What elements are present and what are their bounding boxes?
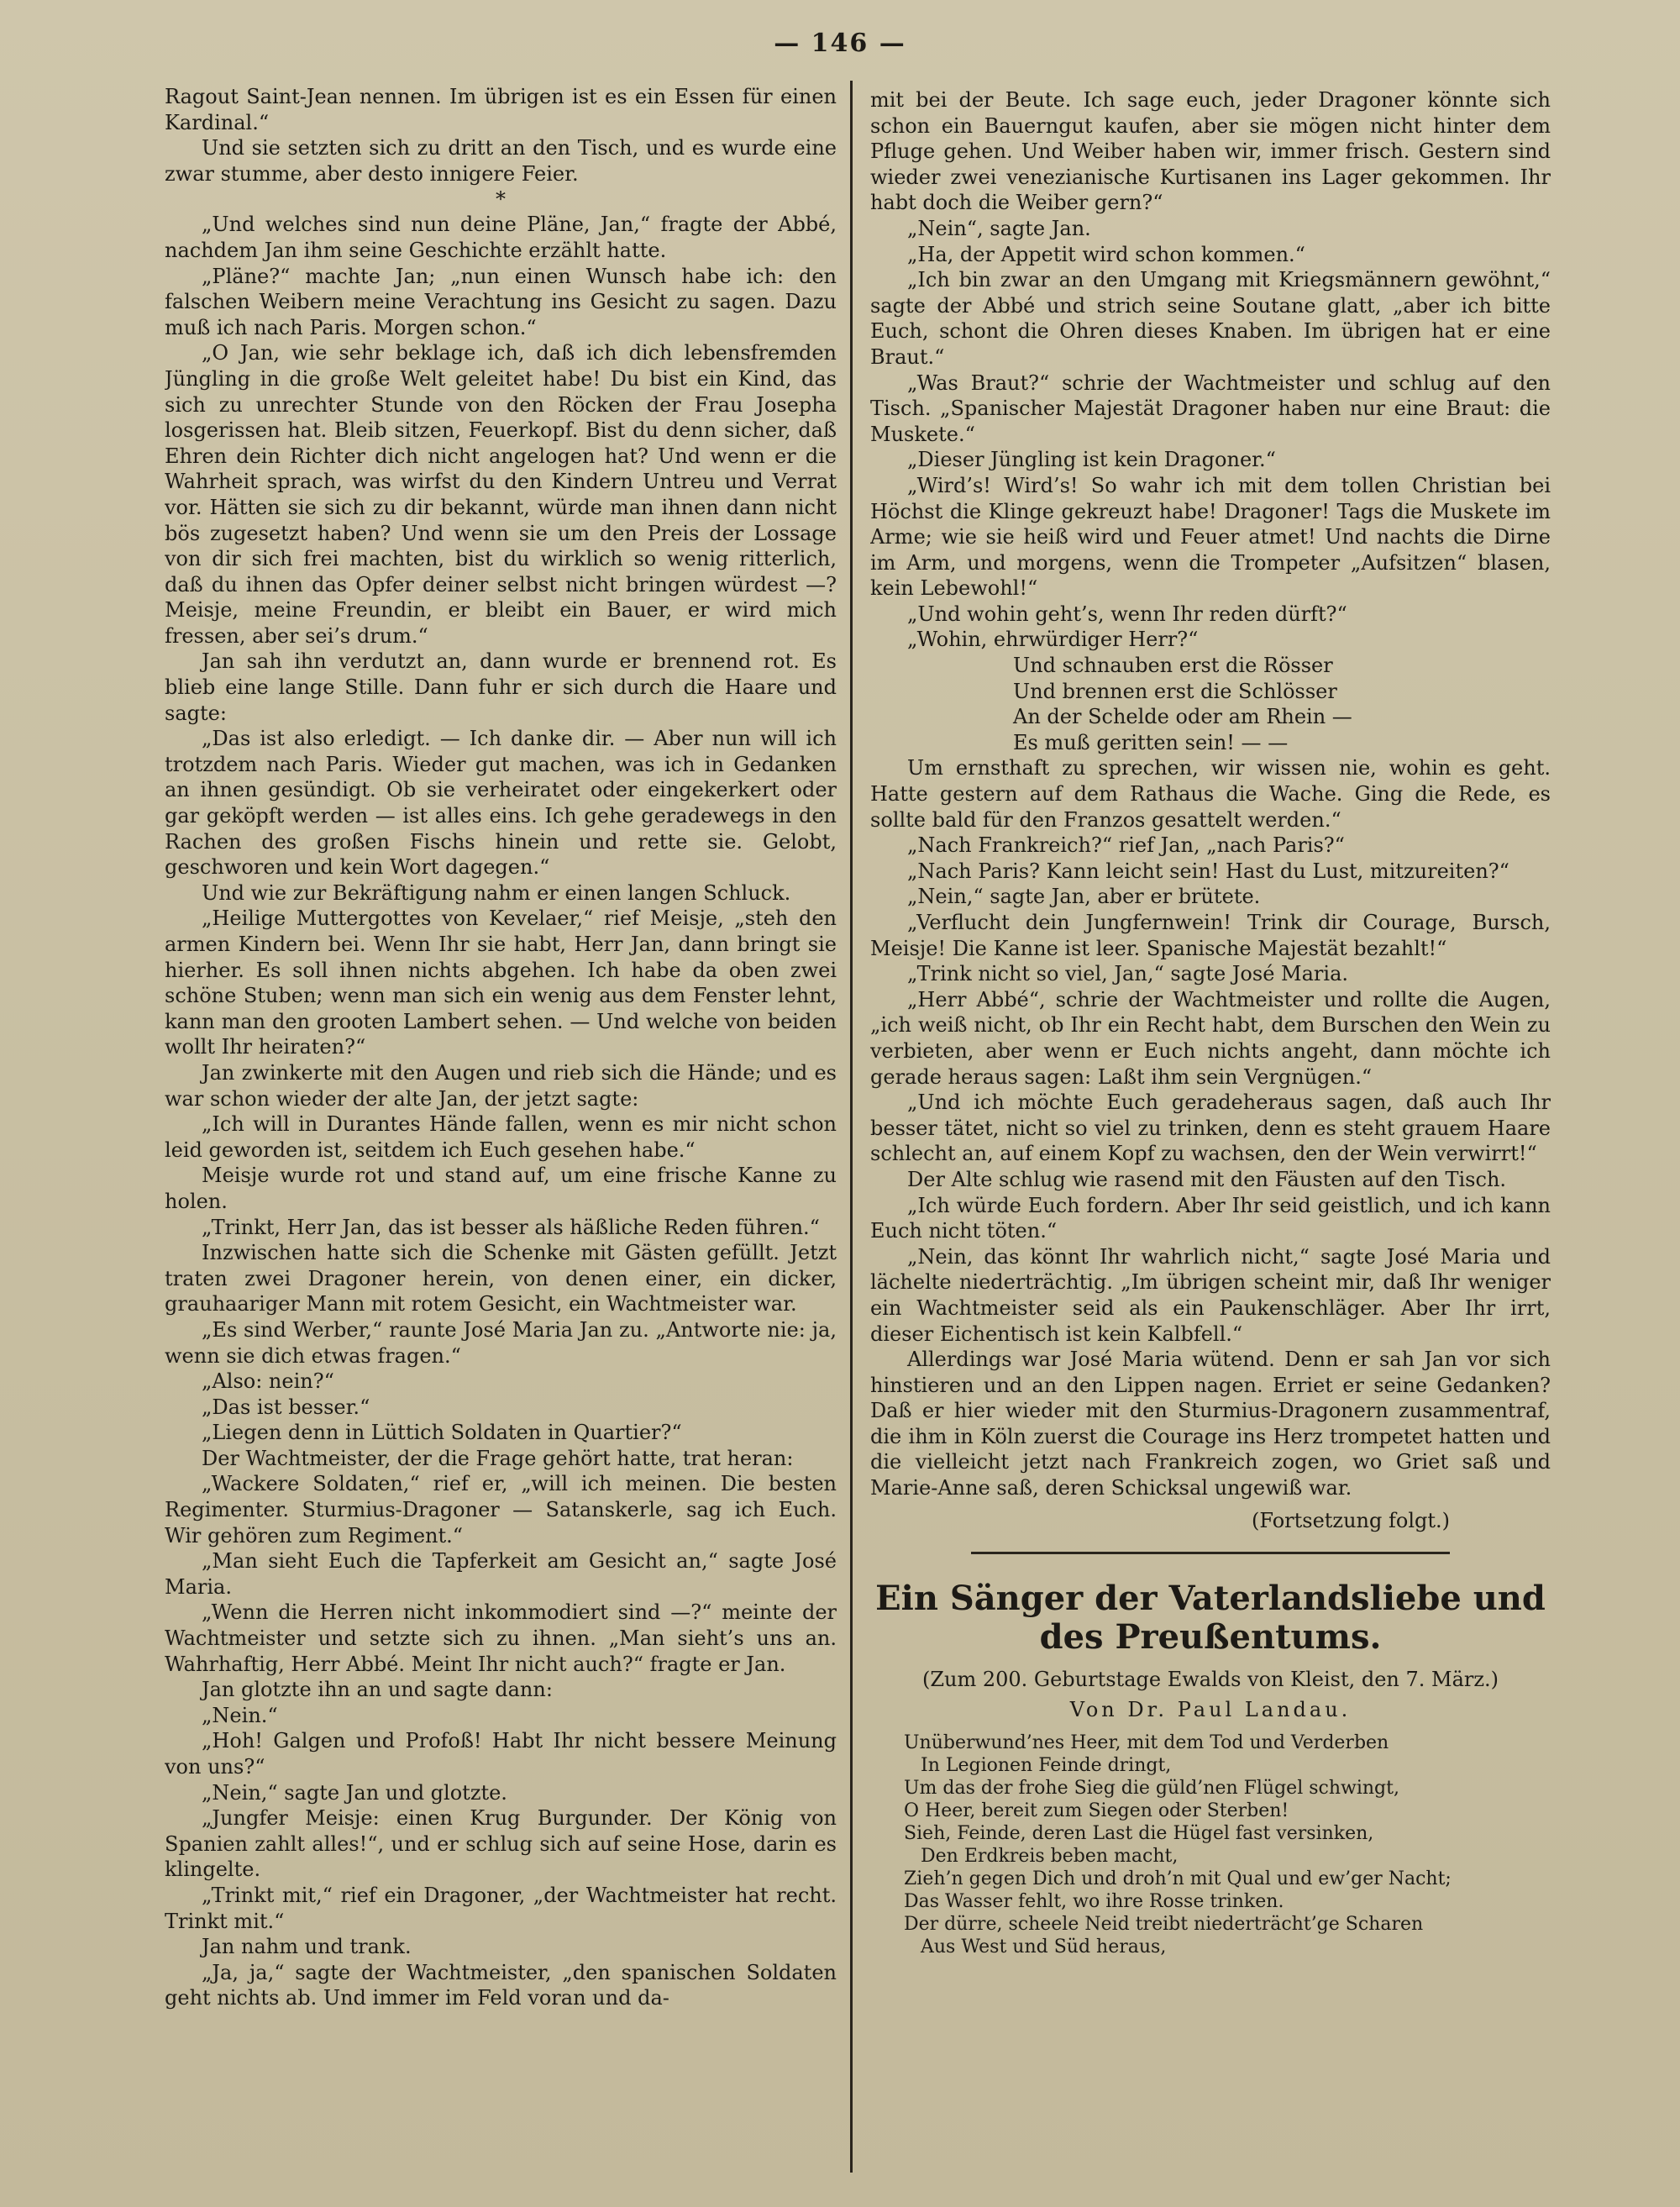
verse-line: An der Schelde oder am Rhein — [1013,705,1352,729]
poem-line: In Legionen Feinde dringt, [921,1754,1172,1776]
paragraph: „Man sieht Euch die Tapferkeit am Gesicht an,“ sagte José Maria. [165,1549,837,1599]
verse-line: Und schnauben erst die Rösser [1013,654,1333,678]
paragraph: „Herr Abbé“, schrie der Wachtmeister und rollte die Augen, „ich weiß nicht, ob Ihr ein Recht habt, dem Burschen den Wein zu verbieten, aber wenn er Euch nichts angeht, dann möchte ich gerade heraus sagen: Laßt ihm sein Vergnügen.“ [870,987,1551,1089]
paragraph: „Wackere Soldaten,“ rief er, „will ich meinen. Die besten Regimenter. Sturmius-Dragoner — Satanskerle, sag ich Euch. Wir gehören zum Regiment.“ [165,1472,837,1548]
paragraph: Der Wachtmeister, der die Frage gehört hatte, trat heran: [202,1446,794,1470]
paragraph: „Heilige Muttergottes von Kevelaer,“ rief Meisje, „steh den armen Kindern bei. Wenn Ihr sie habt, Herr Jan, dann bringt sie hierher. Es soll ihnen nichts abgehen. Ich habe da oben zwei schöne Stuben; wenn man sich ein wenig aus dem Fenster lehnt, kann man den grooten Lambert sehen. — Und welche von beiden wollt Ihr heiraten?“ [165,906,837,1059]
paragraph: „Ich will in Durantes Hände fallen, wenn es mir nicht schon leid geworden ist, seitdem ich Euch gesehen habe.“ [165,1112,837,1162]
paragraph: „Verflucht dein Jungfernwein! Trink dir Courage, Bursch, Meisje! Die Kanne ist leer. Spanische Majestät bezahlt!“ [870,911,1551,960]
page-number: — 146 — [774,29,906,58]
poem-line: Den Erdkreis beben macht, [921,1845,1179,1867]
paragraph: „Es sind Werber,“ raunte José Maria Jan zu. „Antworte nie: ja, wenn sie dich etwas fragen.“ [165,1317,837,1368]
paragraph: „Nach Frankreich?“ rief Jan, „nach Paris?“ [907,833,1345,858]
paragraph: Jan zwinkerte mit den Augen und rieb sich die Hände; und es war schon wieder der alte Jan, der jetzt sagte: [165,1060,837,1111]
poem-line: Aus West und Süd heraus, [921,1936,1167,1957]
paragraph: „Ja, ja,“ sagte der Wachtmeister, „den spanischen Soldaten geht nichts ab. Und immer im Feld voran und da- [165,1960,837,2010]
paragraph: „Trink nicht so viel, Jan,“ sagte José Maria. [907,962,1348,986]
paragraph: „Wenn die Herren nicht inkommodiert sind —?“ meinte der Wachtmeister und setzte sich zu ihnen. „Man sieht’s uns an. Wahrhaftig, Herr Abbé. Meint Ihr nicht auch?“ fragte er Jan. [165,1600,837,1676]
paragraph: Und wie zur Bekräftigung nahm er einen langen Schluck. [202,880,791,905]
paragraph: „Dieser Jüngling ist kein Dragoner.“ [907,448,1276,472]
paragraph: „Liegen denn in Lüttich Soldaten in Quartier?“ [202,1421,682,1445]
paragraph: „Ich bin zwar an den Umgang mit Kriegsmännern gewöhnt,“ sagte der Abbé und strich seine Soutane glatt, „aber ich bitte Euch, schont die Ohren dieses Knaben. Im übrigen hat er eine Braut.“ [870,268,1551,369]
paragraph: „Ha, der Appetit wird schon kommen.“ [907,242,1305,266]
paragraph: Und sie setzten sich zu dritt an den Tisch, und es wurde eine zwar stumme, aber desto innigere Feier. [165,136,837,186]
byline: Von Dr. Paul Landau. [1069,1698,1352,1722]
article-title: Ein Sänger der Vaterlandsliebe und des Preußentums. [875,1579,1546,1658]
paragraph: „Wohin, ehrwürdiger Herr?“ [907,628,1199,652]
paragraph: „Jungfer Meisje: einen Krug Burgunder. Der König von Spanien zahlt alles!“, und er schlug sich auf seine Hose, darin es klingelte. [165,1806,837,1882]
paragraph: mit bei der Beute. Ich sage euch, jeder Dragoner könnte sich schon ein Bauerngut kaufen, aber sie mögen nicht hinter dem Pfluge gehen. Und Weiber haben wir, immer frisch. Gestern sind wieder zwei venezianische Kurtisanen ins Lager gekommen. Ihr habt doch die Weiber gern?“ [870,88,1551,215]
paragraph: „O Jan, wie sehr beklage ich, daß ich dich lebensfremden Jüngling in die große Welt geleitet habe! Du bist ein Kind, das sich zu unrechter Stunde von den Röcken der Frau Josepha losgerissen hat. Bleib sitzen, Feuerkopf. Bist du denn sicher, daß Ehren dein Richter dich nicht angelogen hat? Und wenn er die Wahrheit sprach, was wirfst du den Kindern Untreu und Verrat vor. Hätten sie sich zu dir bekannt, würde man ihnen dann nicht bös zugesetzt haben? Und wenn sie um den Preis der Lossage von dir sich frei machten, bist du wirklich so wenig ritterlich, daß du ihnen das Opfer deiner selbst nicht bringen würdest —? Meisje, meine Freundin, er bleibt ein Bauer, er wird mich fressen, aber sei’s drum.“ [165,341,837,648]
poem-line: Sieh, Feinde, deren Last die Hügel fast versinken, [904,1822,1374,1844]
paragraph: Um ernsthaft zu sprechen, wir wissen nie, wohin es geht. Hatte gestern auf dem Rathaus die Wache. Ging die Rede, es sollte bald für den Franzos gesattelt werden.“ [870,756,1551,832]
paragraph: „Trinkt mit,“ rief ein Dragoner, „der Wachtmeister hat recht. Trinkt mit.“ [165,1883,837,1933]
paragraph: „Trinkt, Herr Jan, das ist besser als häßliche Reden führen.“ [202,1215,820,1239]
poem-line: Der dürre, scheele Neid treibt niederträcht’ge Scharen [904,1913,1424,1935]
paragraph: Allerdings war José Maria wütend. Denn er sah Jan vor sich hinstieren und an den Lippen nagen. Erriet er seine Gedanken? Daß er hier wieder mit den Sturmius-Dragonern zusammentraf, die ihm in Köln zuerst die Courage ins Herz trompetet hatten und die vielleicht jetzt nach Frankreich zogen, wo Griet saß und Marie-Anne saß, deren Schicksal ungewiß war. [870,1348,1551,1500]
paragraph: „Das ist besser.“ [202,1395,370,1419]
right-column [870,87,1551,2188]
poem-line: Zieh’n gegen Dich und droh’n mit Qual und ew’ger Nacht; [904,1868,1452,1889]
continuation-note: (Fortsetzung folgt.) [1252,1508,1450,1532]
poem-line: O Heer, bereit zum Siegen oder Sterben! [904,1800,1289,1821]
article-subtitle: (Zum 200. Geburtstage Ewalds von Kleist, den 7. März.) [921,1668,1499,1692]
section-divider [971,1552,1450,1554]
paragraph: „Das ist also erledigt. — Ich danke dir. — Aber nun will ich trotzdem nach Paris. Wieder gut machen, was ich in Gedanken an ihnen gesündigt. Ob sie verheiratet oder eingekerkert oder gar geköpft werden — ist alles eins. Ich gehe geradewegs in den Rachen des großen Fischs hinein und rette sie. Gelobt, geschworen und kein Wort dagegen.“ [165,727,837,880]
paragraph: „Nein, das könnt Ihr wahrlich nicht,“ sagte José Maria und lächelte niederträchtig. „Im übrigen scheint mir, daß Ihr weniger ein Wachtmeister seid als ein Paukenschläger. Aber Ihr irrt, dieser Eichentisch ist kein Kalbfell.“ [870,1244,1551,1346]
paragraph: „Hoh! Galgen und Profoß! Habt Ihr nicht bessere Meinung von uns?“ [165,1729,837,1779]
paragraph: Ragout Saint-Jean nennen. Im übrigen ist es ein Essen für einen Kardinal.“ [165,85,837,134]
paragraph: „Und welches sind nun deine Pläne, Jan,“ fragte der Abbé, nachdem Jan ihm seine Geschichte erzählt hatte. [165,213,837,262]
paragraph: „Und ich möchte Euch geradeheraus sagen, daß auch Ihr besser tätet, nicht so viel zu trinken, denn es steht grauem Haare schlecht an, auf einem Kopf zu wachsen, den der Wein verwirrt!“ [870,1090,1551,1166]
poem-line: Unüberwund’nes Heer, mit dem Tod und Verderben [904,1731,1389,1753]
paragraph: Jan glotzte ihn an und sagte dann: [202,1678,553,1702]
left-column [165,84,837,2159]
poem-line: Um das der frohe Sieg die güld’nen Flügel schwingt, [904,1777,1399,1799]
paragraph: „Nein.“ [202,1703,278,1727]
paragraph: Jan sah ihn verdutzt an, dann wurde er brennend rot. Es blieb eine lange Stille. Dann fuhr er sich durch die Haare und sagte: [165,649,837,725]
paragraph: Meisje wurde rot und stand auf, um eine frische Kanne zu holen. [165,1164,837,1213]
paragraph: „Nein,“ sagte Jan und glotzte. [202,1780,507,1805]
paragraph: „Nein,“ sagte Jan, aber er brütete. [907,885,1261,909]
section-break: * [496,187,506,212]
column-divider [850,81,853,2173]
paragraph: „Pläne?“ machte Jan; „nun einen Wunsch habe ich: den falschen Weibern meine Verachtung ins Gesicht zu sagen. Dazu muß ich nach Paris. Morgen schon.“ [165,264,837,339]
paragraph: „Was Braut?“ schrie der Wachtmeister und schlug auf den Tisch. „Spanischer Majestät Dragoner haben nur eine Braut: die Muskete.“ [870,370,1551,446]
verse-line: Und brennen erst die Schlösser [1013,679,1337,703]
paragraph: „Wird’s! Wird’s! So wahr ich mit dem tollen Christian bei Höchst die Klinge gekreuzt habe! Dragoner! Tags die Muskete im Arme; wie sie heiß wird und Feuer atmet! Und nachts die Dirne im Arm, und morgens, wenn die Trompeter „Aufsitzen“ blasen, kein Lebewohl!“ [870,473,1551,601]
paragraph: „Und wohin geht’s, wenn Ihr reden dürft?“ [907,602,1347,626]
paragraph: Inzwischen hatte sich die Schenke mit Gästen gefüllt. Jetzt traten zwei Dragoner herein, von denen einer, ein dicker, grauhaariger Mann mit rotem Gesicht, ein Wachtmeister war. [165,1241,837,1316]
paragraph: „Nach Paris? Kann leicht sein! Hast du Lust, mitzureiten?“ [907,859,1509,883]
paragraph: „Ich würde Euch fordern. Aber Ihr seid geistlich, und ich kann Euch nicht töten.“ [870,1193,1551,1243]
verse-line: Es muß geritten sein! — — [1013,730,1289,754]
paragraph: Der Alte schlug wie rasend mit den Fäusten auf den Tisch. [907,1167,1507,1191]
poem-line: Das Wasser fehlt, wo ihre Rosse trinken. [904,1890,1284,1912]
paragraph: „Nein“, sagte Jan. [907,216,1091,240]
paragraph: Jan nahm und trank. [202,1935,412,1959]
paragraph: „Also: nein?“ [202,1369,334,1394]
